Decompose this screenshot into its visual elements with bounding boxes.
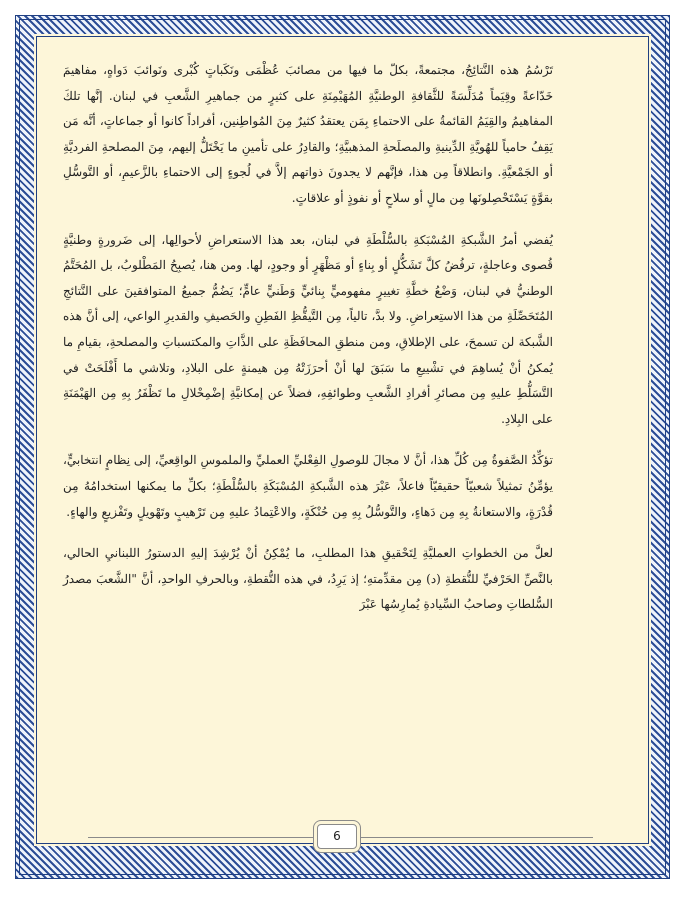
paragraph-3: تؤكِّدُ الصَّفوةُ مِن كُلِّ هذا، أنَّ لا مجالَ للوصولِ الفِعْليِّ العمليِّ والملموسِ الواقِعيِّ، إلى نِظامٍ انتخابيٍّ، يؤمِّنُ تمثيلاً شعبيّاً حقيقيّاً فاعلاً، عَبْرَ هذه الشَّبكةِ المُسْبَكَةِ بالسُّلْطَةِ؛ بكلِّ ما يمكنها استخدامُهُ مِن قُدْرَةٍ، والاستعانةُ بِهِ مِن دَهاءٍ، والتَّوسُّلُ بِهِ مِن حُنْكَةٍ، والاعْتِمادُ عليهِ مِن تَرْهيبٍ وتَهْويلٍ وتَفْزيعٍ والهاءٍ.	[63, 453, 553, 519]
page-number: 6	[317, 824, 357, 849]
paragraph-2: يُفضي أمرُ الشَّبكةِ المُسْبَكةِ بالسُّلْطَةِ في لبنان، بعد هذا الاستعراضِ لأحوالِها، إلى ضَرورةٍ وطنيَّةٍ قُصوى وعاجلةٍ، ترفُضُ كلَّ تَشَكُّلٍ أو بِناءٍ أو مَظْهَرٍ أو وجودٍ، لها. ومن هنا، يُصبِحُ المَطْلوبُ، بل المُحَتَّمُ الوطنيُّ في لبنان، وَضْعُ خطَّةِ تغييرٍ مفهوميٍّ بِنائيٍّ وَطَنيٍّ عامٍّ؛ يَضُمُّ جميعُ المتوافقينَ على النَّتائجِ المُتَحَصِّلَةِ من هذا الاستِعراضِ. ولا بدَّ، تالياً، مِن التَّيقُّظِ الفَطِنِ والحَصيفِ والقديرِ الواعي، إلى أنَّ هذه الشَّبكة لن تسمحَ، على الإطلاقِ، ومن منطقِ المحافَظَةِ على الذَّاتِ والمكتسباتِ والمصلحةِ، بقيامِ ما يُمكنُ أنْ يُساهِمَ في تشْييعِ ما سَبَقَ لها أنْ أحرَزَتْهُ مِن هيمنةٍ على البلادِ، وتلاشي ما أَفْلَحَتْ في التَّسَلُّطِ عليهِ مِن مصائرِ أفرادِ الشَّعبِ وطوائفِهِ، فضلاً عن إمكانيَّةِ إضْمِحْلالِ ما تَظْفَرُ بِهِ مِن الهَيْمَنَةِ على البِلادِ.	[63, 232, 554, 426]
paragraph-1: تَرْسُمُ هذه النَّتائِجُ، مجتمعةً، بكلّ ما فيها من مصائبَ عُظْمَى ونَكَباتٍ كُبْرى ونَوائبَ دَواهٍ، مفاهيمَ خَدّاعةً وقِيَماً مُدَلِّسَةً للثَّقافةِ الوطنيَّةِ المُهَيْمِنَةِ على كثيرٍ من جماهيرِ الشَّعبِ في لبنان. إنَّها تلكَ المفاهيمُ والقِيَمُ القائمةُ على الاحتماءِ بِمَن يعتقدُ كثيرٌ مِنَ المُواطِنين، أفراداً كانوا أو جماعاتٍ، أنَّه مَن يَقِفُ حامياً للهُويَّةِ الدِّينيةِ والمصلَحةِ المذهبيَّةِ؛ والقادِرُ على تأمينِ ما يَخْتَلُّ إليهم، مِنَ المصلحةِ الفرديَّةِ أو الجَمْعيَّةِ. وانطلاقاً مِن هذا، فإنَّهم لا يجدونَ ذواتهم إلاَّ في لُجوءٍ إلى الاحتماءِ بالزَّعيمِ، أو التَّوسُّلِ بقوَّةٍ يَسْتَحْصِلونَها مِن مالٍ أو سلاحٍ أو نفوذٍ أو علاقاتٍ.	[63, 63, 553, 205]
paragraph-4: لعلَّ من الخطواتِ العمليَّةِ لِتَحْقيقِ هذا المطلبِ، ما يُمْكِنُ أنْ يُرْشِدَ إليهِ الدستورُ اللبنانيِ الحالي، بالنَّصِّ الحَرْفيِّ للنُّقطةِ (د) مِن مقدِّمتهِ؛ إذ يَرِدُ، في هذه النُّقطةِ، وبالحرفِ الواحدِ، أنَّ "الشَّعبَ مصدرُ السُّلطاتِ وصاحبُ السِّيادةِ يُمارِسُها عَبْرَ	[63, 546, 553, 612]
body-text	[63, 58, 553, 634]
